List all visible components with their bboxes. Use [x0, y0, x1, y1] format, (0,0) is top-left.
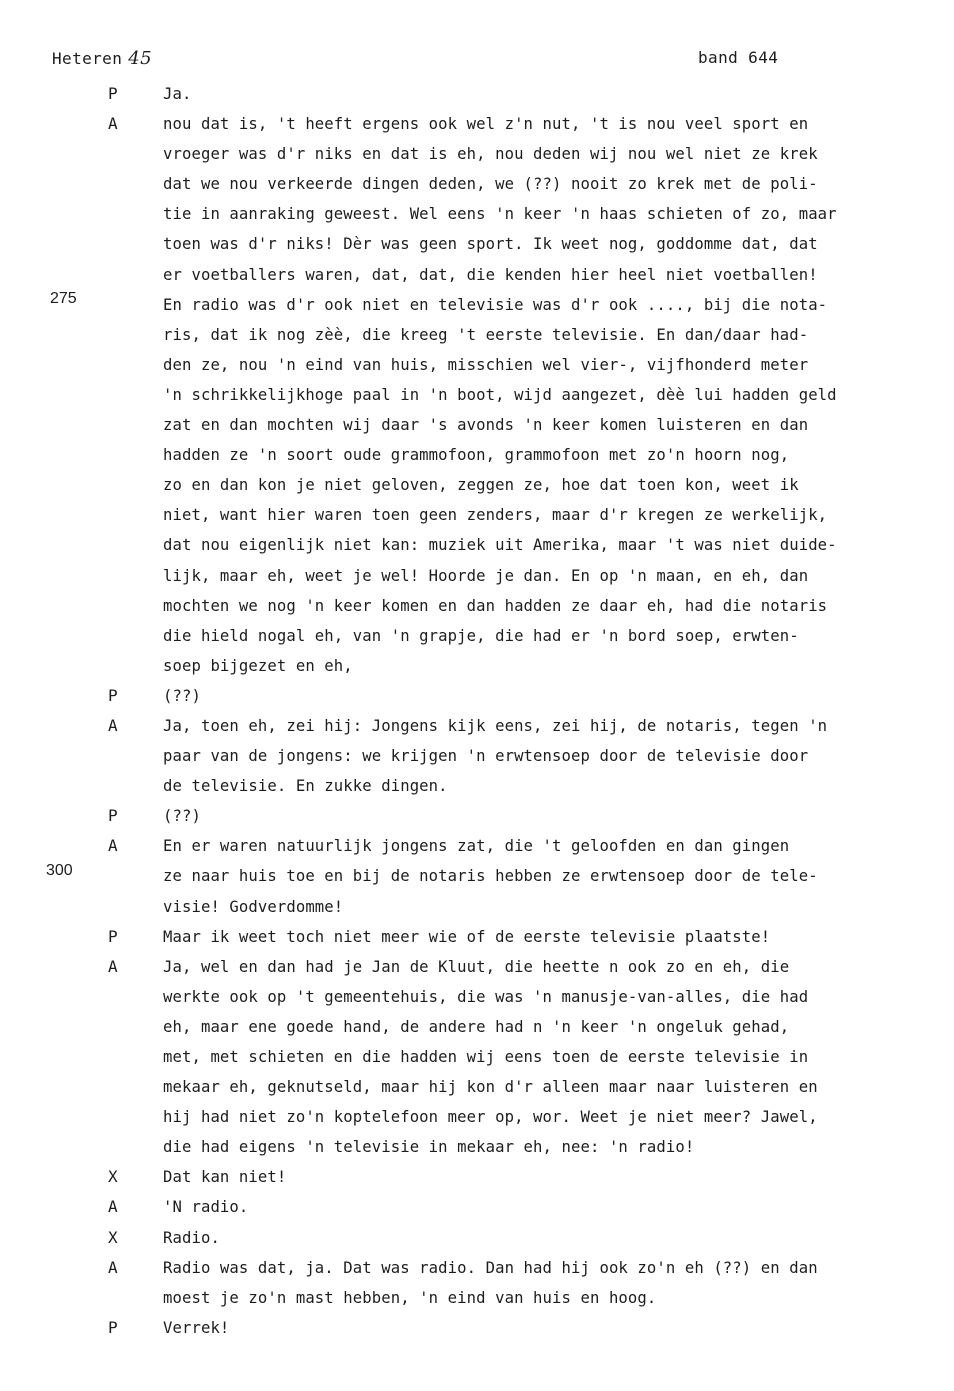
dialogue-turn [0, 1253, 954, 1313]
utterance-text: Ja, wel en dan had je Jan de Kluut, die heette n ook zo en eh, die werkte ook op 't gemeentehuis, die was 'n manusje-van-alles, die had eh, maar ene goede hand, de andere had n 'n keer 'n ongeluk gehad, met, met schieten en die hadden wij eens toen de eerste televisie in mekaar eh, geknutseld, maar hij kon d'r alleen maar naar luisteren en hij had niet zo'n koptelefoon meer op, wor. Weet je niet meer? Jawel, die had eigens 'n televisie in mekaar eh, nee: 'n radio! [163, 957, 818, 1157]
utterance-text: 'N radio. [163, 1198, 249, 1217]
speaker-label: P [108, 84, 118, 103]
dialogue-turn [0, 952, 954, 1163]
line-number-300: 300 [46, 862, 73, 879]
speaker-label: A [108, 1197, 118, 1217]
line-number-275: 275 [50, 290, 77, 307]
speaker-label: A [108, 715, 118, 735]
dialogue-turn [0, 801, 954, 831]
dialogue-turn [0, 109, 954, 681]
header-tape-number: band 644 [698, 48, 779, 67]
speaker-label: A [108, 956, 118, 976]
speaker-label: P [108, 1317, 118, 1337]
speaker-label: A [108, 114, 118, 134]
utterance-text: (??) [163, 807, 201, 826]
dialogue-turn [0, 711, 954, 801]
utterance-text: Radio. [163, 1228, 220, 1247]
dialogue-turn [0, 681, 954, 711]
dialogue-turn [0, 1313, 954, 1343]
transcript-body [0, 79, 954, 1343]
dialogue-turn [0, 1223, 954, 1253]
speaker-label: P [108, 685, 118, 705]
dialogue-turn [0, 1192, 954, 1222]
utterance-text: Ja. [163, 85, 192, 103]
utterance-text: Verrek! [163, 1318, 230, 1337]
utterance-text: Radio was dat, ja. Dat was radio. Dan had hij ook zo'n eh (??) en dan moest je zo'n mast hebben, 'n eind van huis en hoog. [163, 1258, 818, 1307]
speaker-label: P [108, 926, 118, 946]
utterance-text: Ja, toen eh, zei hij: Jongens kijk eens, zei hij, de notaris, tegen 'n paar van de jongens: we krijgen 'n erwtensoep door de televisie door de televisie. En zukke dingen. [163, 716, 828, 796]
utterance-text: nou dat is, 't heeft ergens ook wel z'n nut, 't is nou veel sport en vroeger was d'r niks en dat is eh, nou deden wij nou wel niet ze krek dat we nou verkeerde dingen deden, we (??) nooit zo krek met de poli- tie in aanraking geweest. Wel eens 'n keer 'n haas schieten of zo, maar toen was d'r niks! Dèr was geen sport. Ik weet nog, goddomme dat, dat er voetballers waren, dat, dat, die kenden hier heel niet voetballen! En radio was d'r ook niet en televisie was d'r ook ...., bij die nota- ris, dat ik nog zèè, die kreeg 't eerste televisie. En dan/daar had- den ze, nou 'n eind van huis, misschien wel vier-, vijfhonderd meter 'n schrikkelijkhoge paal in 'n boot, wijd aangezet, dèè lui hadden geld zat en dan mochten wij daar 's avonds 'n keer komen luisteren en dan hadden ze 'n soort oude grammofoon, grammofoon met zo'n hoorn nog, zo en dan kon je niet geloven, zeggen ze, hoe dat toen kon, weet ik niet, want hier waren toen geen zenders, maar d'r kregen ze werkelijk, dat nou eigenlijk niet kan: muziek uit Amerika, maar 't was niet duide- lijk, maar eh, weet je wel! Hoorde je dan. En op 'n maan, en eh, dan mochten we nog 'n keer komen en dan hadden ze daar eh, had die notaris die hield nogal eh, van 'n grapje, die had er 'n bord soep, erwten- soep bijgezet en eh, [163, 115, 837, 675]
dialogue-turn [0, 922, 954, 952]
speaker-label: P [108, 806, 118, 826]
utterance-text: Maar ik weet toch niet meer wie of de eerste televisie plaatste! [163, 927, 771, 946]
utterance-text: (??) [163, 686, 201, 705]
utterance-text: Dat kan niet! [163, 1168, 287, 1187]
header-place [52, 48, 152, 69]
speaker-label: A [108, 1257, 118, 1277]
dialogue-turn [0, 79, 954, 109]
dialogue-turn [0, 831, 954, 921]
place-name: Heteren [52, 49, 123, 68]
speaker-label: X [108, 1227, 118, 1247]
dialogue-turn [0, 1162, 954, 1192]
speaker-label: A [108, 836, 118, 856]
utterance-text: En er waren natuurlijk jongens zat, die 't geloofden en dan gingen ze naar huis toe en bij de notaris hebben ze erwtensoep door de tele- visie! Godverdomme! [163, 837, 818, 916]
speaker-label: X [108, 1167, 118, 1187]
page-number: 45 [128, 48, 152, 69]
